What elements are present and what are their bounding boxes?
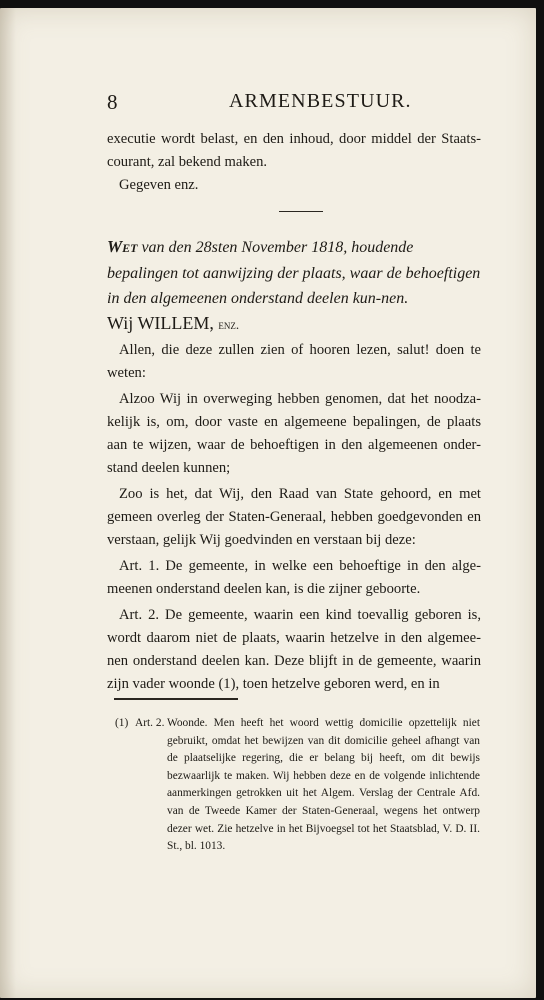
article-2: Art. 2. De gemeente, waarin een kind toevallig geboren is, wordt daarom niet de plaats, waarin hetzelve in den algemee-nen onderstand deelen kan. Deze blijft in de gemeente, waarin zijn vader woonde (1), toen hetzelve geboren werd, en in [107,606,481,692]
paragraph-zoo: Zoo is het, dat Wij, den Raad van State gehoord, en met gemeen overleg der Staten-Generaal, hebben goedgevonden en verstaan, gelijk Wij goedvinden en verstaan bij deze: [107,485,481,548]
royal-enz: enz. [218,316,240,332]
footnote [115,715,480,856]
law-title-first-word: Wet [107,237,138,256]
gegeven-line: Gegeven enz. [119,177,199,193]
page-number: 8 [107,90,118,114]
footnote-text: Woonde. Men heeft het woord wettig domicilie opzettelijk niet gebruikt, omdat het bewijzen van dit domicilie geheel afhangt van de plaatselijke regering, die er belang bij heeft, om dit bewijs bezwaarlijk te maken. Wij hebben deze en de volgende inlichtende aanmerkingen getrokken uit het Algem. Verslag der Centrale Afd. van de Tweede Kamer der Staten-Generaal, wegens het ontwerp dezer wet. Zie hetzelve in het Bijvoegsel tot het Staatsblad, V. D. II. St., bl. 1013. [167,717,480,853]
page-spine-shadow [0,8,16,998]
law-title-text: van den 28sten November 1818, houdende bepalingen tot aanwijzing der plaats, waar de behoeftigen in den algemeenen onderstand deelen kun-nen. [107,239,481,307]
running-title: ARMENBESTUUR. [229,90,412,112]
footnote-marker: (1) [115,717,129,729]
paragraph-continuation: executie wordt belast, en den inhoud, door middel der Staats-courant, zal bekend maken. [107,131,481,170]
footnote-article: Art. 2. [135,717,165,729]
royal-name: Wij WILLEM, [107,312,214,333]
royal-preamble [107,312,481,336]
law-title [107,234,481,312]
article-1: Art. 1. De gemeente, in welke een behoeftige in den alge-meenen onderstand deelen kan, is die zijner geboorte. [107,557,481,597]
paragraph-salut: Allen, die deze zullen zien of hooren lezen, salut! doen te weten: [107,341,481,381]
page-body [107,128,481,696]
footnote-rule [114,698,238,700]
section-divider [279,211,323,212]
paragraph-alzoo: Alzoo Wij in overweging hebben genomen, dat het noodza-kelijk is, om, door vaste en algemeene bepalingen, de plaats aan te wijzen, waar de behoeftigen in den algemeenen onder-stand deelen kunnen; [107,390,481,476]
page-header [107,90,479,120]
